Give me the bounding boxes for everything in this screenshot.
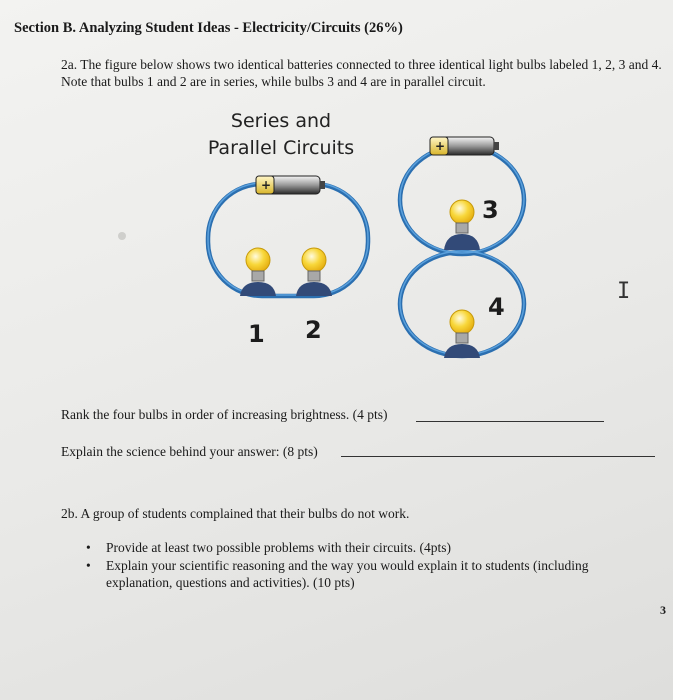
figure-title-line1: Series and: [230, 110, 332, 132]
series-wire: [208, 183, 368, 296]
bullet-icon: •: [86, 540, 91, 555]
parallel-battery-plus: +: [435, 139, 446, 153]
paper-mark: [118, 232, 126, 240]
list-item: [84, 539, 644, 556]
bulb-4-label: 4: [488, 293, 505, 321]
bullet-icon: •: [86, 558, 91, 573]
bulb-1-label: 1: [248, 320, 265, 348]
bulb-1: [240, 248, 276, 296]
bulb-3-label: 3: [482, 196, 499, 224]
bullet-text: Explain your scientific reasoning and the way you would explain it to students (including explanation, questions and activities). (10 pts): [106, 558, 589, 590]
circuit-diagram: [200, 104, 546, 374]
bullet-text: Provide at least two possible problems with their circuits. (4pts): [106, 540, 451, 555]
question-2a-prompt: 2a. The figure below shows two identical batteries connected to three identical light bulbs labeled 1, 2, 3 and 4. Note that bulbs 1 and 2 are in series, while bulbs 3 and 4 are in parallel circuit.: [61, 57, 662, 89]
figure-title-line2: Parallel Circuits: [207, 137, 355, 159]
circuit-figure: [200, 104, 546, 374]
text-cursor-icon: I: [617, 279, 631, 304]
page-number: 3: [660, 603, 666, 617]
series-battery-plus: +: [261, 178, 272, 192]
question-2b-bullets: [84, 539, 644, 592]
explain-question: Explain the science behind your answer: (8 pts): [61, 444, 318, 459]
bulb-2-label: 2: [305, 316, 322, 344]
section-title: Section B. Analyzing Student Ideas - Electricity/Circuits (26%): [14, 20, 403, 36]
list-item: [84, 557, 644, 591]
rank-question: Rank the four bulbs in order of increasing brightness. (4 pts): [61, 407, 388, 422]
question-2b-prompt: 2b. A group of students complained that their bulbs do not work.: [61, 506, 410, 521]
bulb-3: [444, 200, 480, 250]
bulb-4: [444, 310, 480, 358]
rank-answer-blank[interactable]: [416, 421, 604, 422]
bulb-2: [296, 248, 332, 296]
explain-answer-blank[interactable]: [341, 456, 655, 457]
